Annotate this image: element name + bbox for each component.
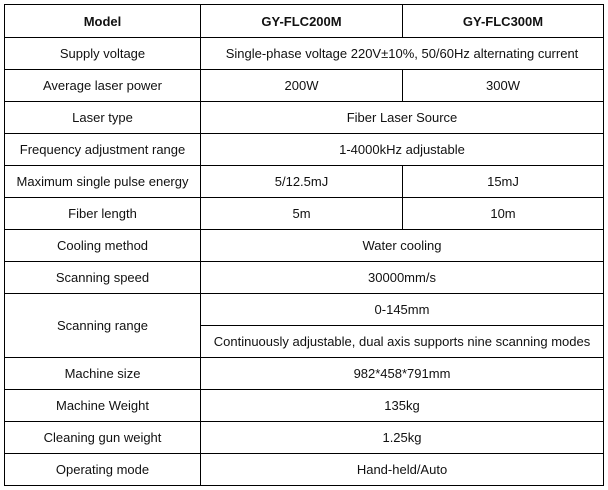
table-header-row [5, 5, 604, 38]
table-row [5, 358, 604, 390]
laser-type-value: Fiber Laser Source [201, 102, 604, 134]
row-label-scanning-speed: Scanning speed [5, 262, 201, 294]
frequency-adjustment-range-value: 1-4000kHz adjustable [201, 134, 604, 166]
spec-table [4, 4, 604, 486]
row-label-machine-size: Machine size [5, 358, 201, 390]
cooling-method-value: Water cooling [201, 230, 604, 262]
header-gy-flc300m: GY-FLC300M [403, 5, 604, 38]
table-row [5, 102, 604, 134]
average-laser-power-300m: 300W [403, 70, 604, 102]
scanning-range-value: 0-145mm [201, 294, 604, 326]
row-label-laser-type: Laser type [5, 102, 201, 134]
machine-size-value: 982*458*791mm [201, 358, 604, 390]
row-label-max-single-pulse-energy: Maximum single pulse energy [5, 166, 201, 198]
max-single-pulse-energy-300m: 15mJ [403, 166, 604, 198]
cleaning-gun-weight-value: 1.25kg [201, 422, 604, 454]
row-label-supply-voltage: Supply voltage [5, 38, 201, 70]
table-row [5, 262, 604, 294]
machine-weight-value: 135kg [201, 390, 604, 422]
row-label-average-laser-power: Average laser power [5, 70, 201, 102]
table-row [5, 198, 604, 230]
scanning-range-modes: Continuously adjustable, dual axis supports nine scanning modes [201, 326, 604, 358]
row-label-scanning-range: Scanning range [5, 294, 201, 358]
table-row [5, 38, 604, 70]
fiber-length-300m: 10m [403, 198, 604, 230]
supply-voltage-value: Single-phase voltage 220V±10%, 50/60Hz alternating current [201, 38, 604, 70]
table-row [5, 70, 604, 102]
fiber-length-200m: 5m [201, 198, 403, 230]
header-model: Model [5, 5, 201, 38]
row-label-frequency-adjustment-range: Frequency adjustment range [5, 134, 201, 166]
row-label-operating-mode: Operating mode [5, 454, 201, 486]
table-row [5, 230, 604, 262]
table-row [5, 454, 604, 486]
row-label-cooling-method: Cooling method [5, 230, 201, 262]
row-label-fiber-length: Fiber length [5, 198, 201, 230]
row-label-machine-weight: Machine Weight [5, 390, 201, 422]
operating-mode-value: Hand-held/Auto [201, 454, 604, 486]
table-row [5, 422, 604, 454]
table-row [5, 134, 604, 166]
table-row [5, 390, 604, 422]
max-single-pulse-energy-200m: 5/12.5mJ [201, 166, 403, 198]
header-gy-flc200m: GY-FLC200M [201, 5, 403, 38]
scanning-speed-value: 30000mm/s [201, 262, 604, 294]
row-label-cleaning-gun-weight: Cleaning gun weight [5, 422, 201, 454]
average-laser-power-200m: 200W [201, 70, 403, 102]
table-row [5, 166, 604, 198]
table-row [5, 294, 604, 326]
